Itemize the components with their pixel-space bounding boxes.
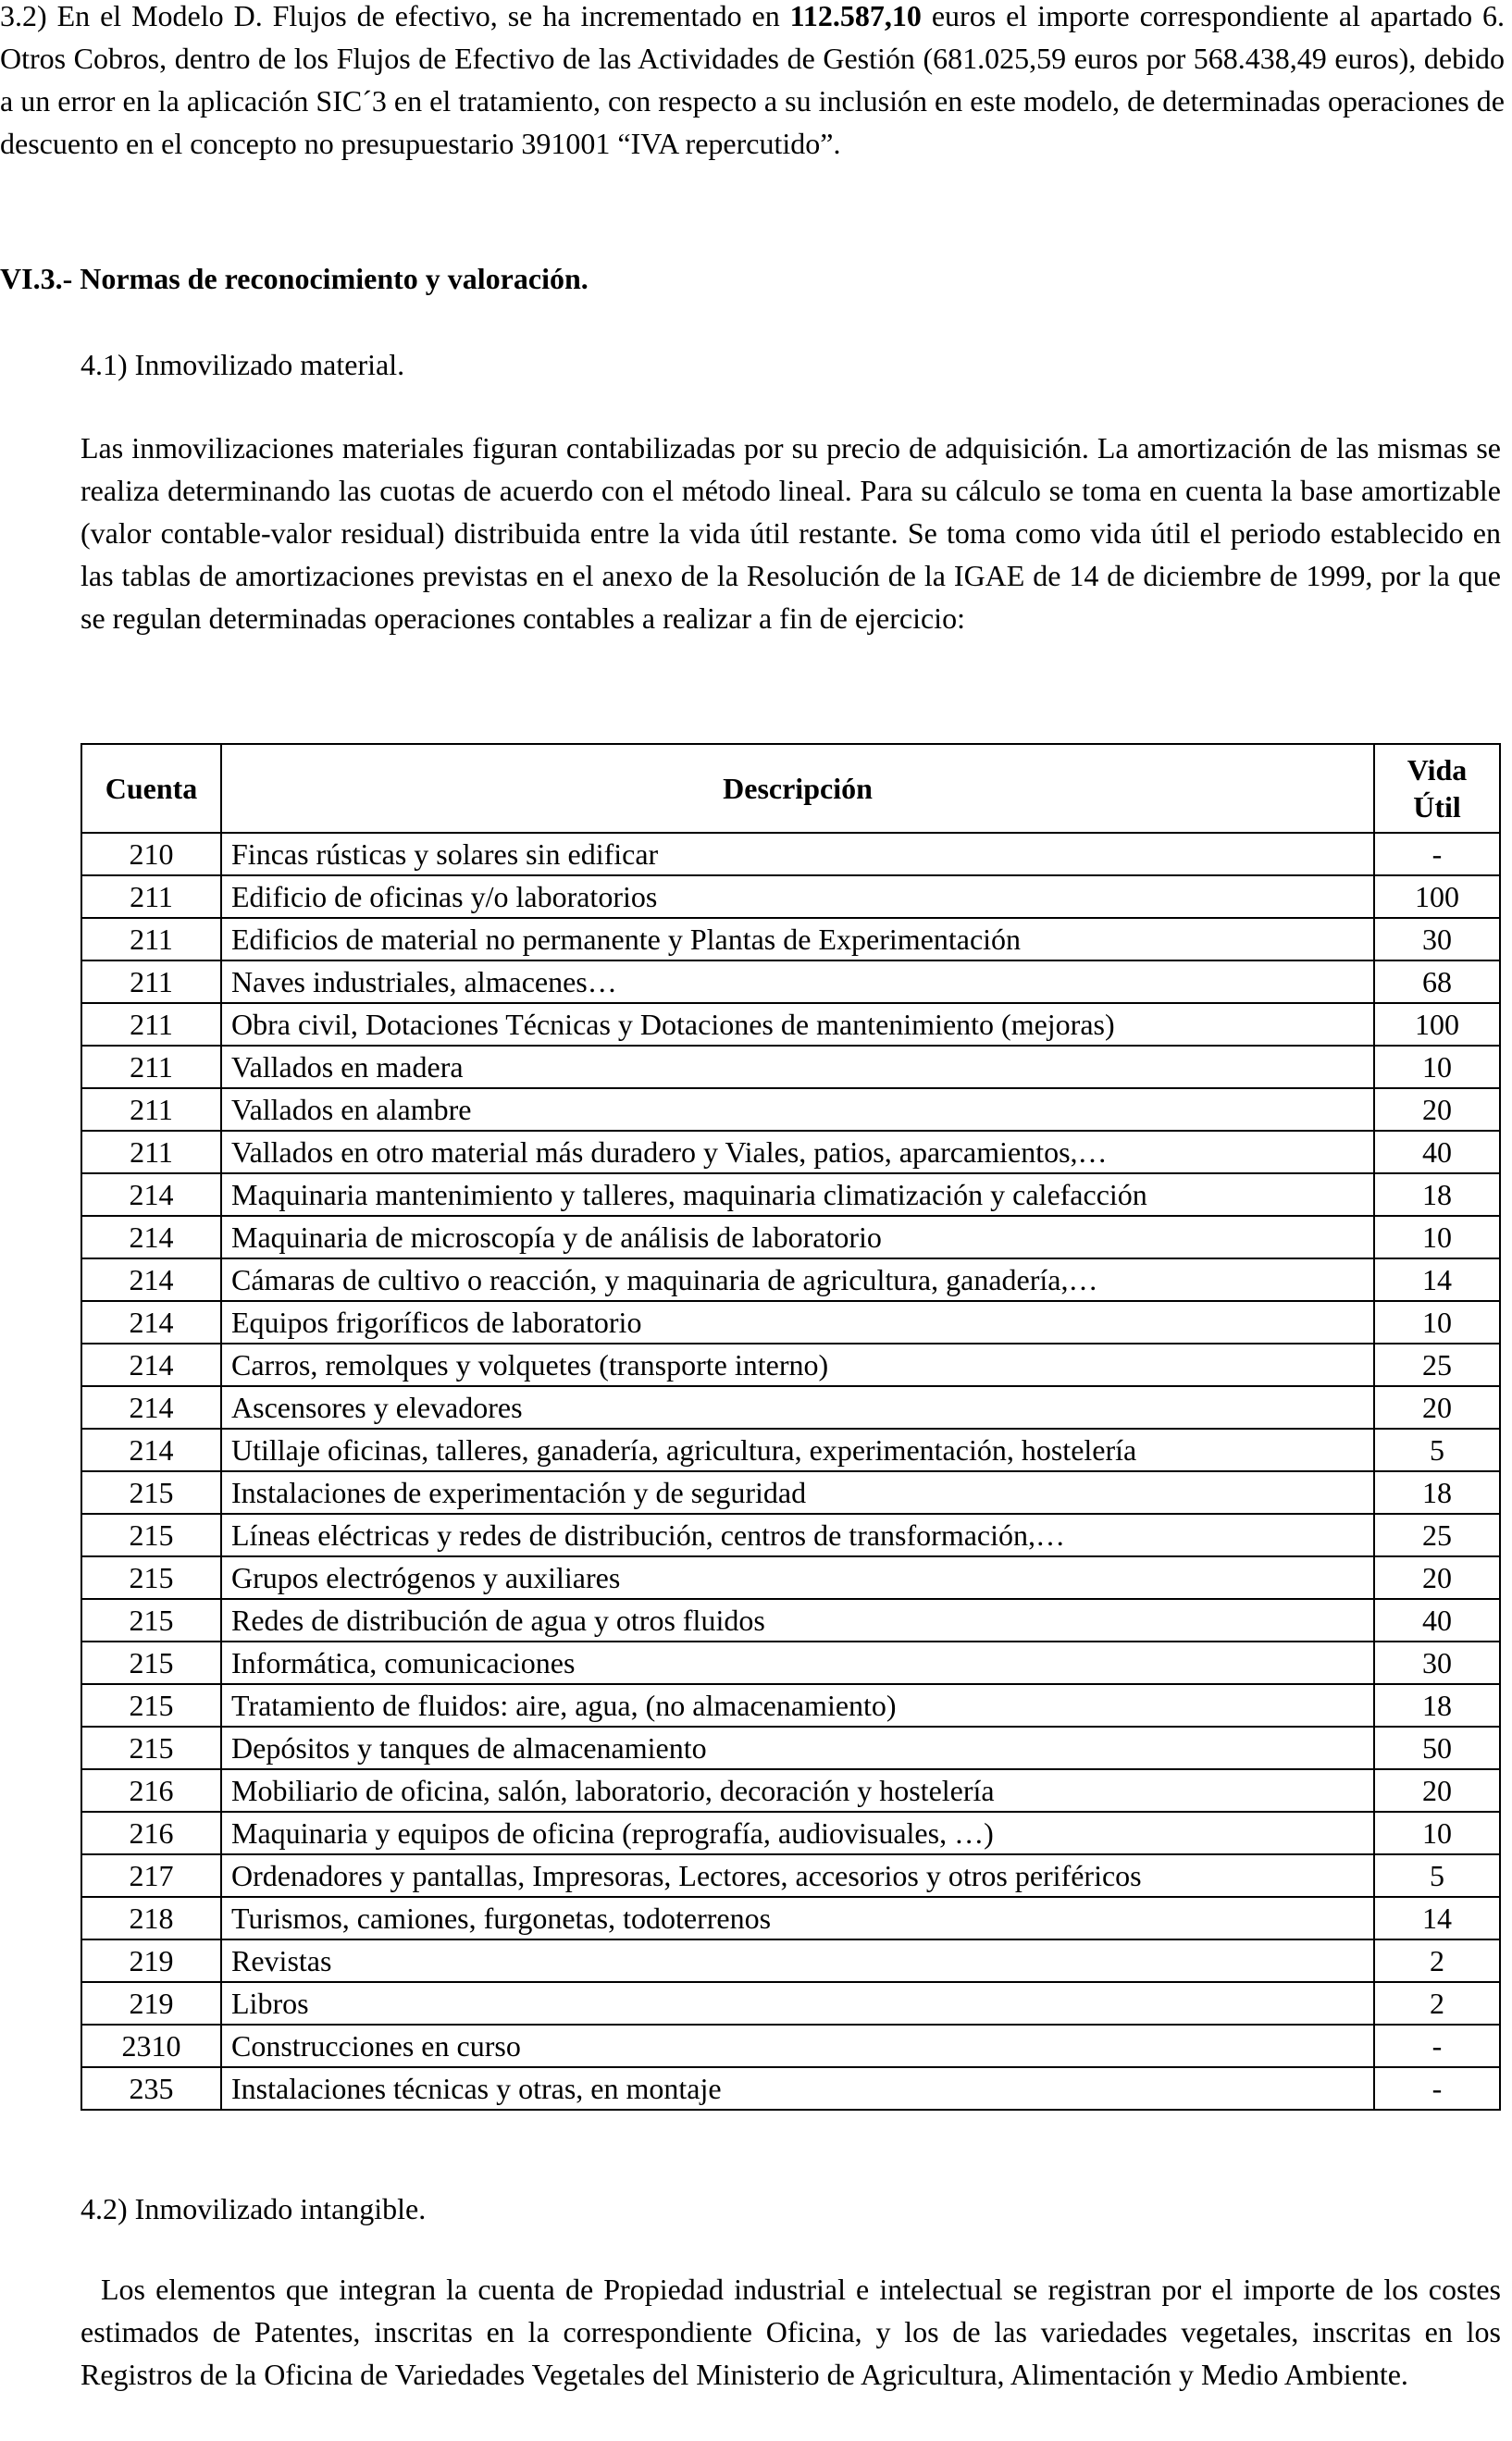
table-row [81,2067,1500,2110]
row-description: Redes de distribución de agua y otros fluidos [221,1599,1374,1642]
row-useful-life: 25 [1374,1344,1500,1386]
intangible-paragraph: Los elementos que integran la cuenta de Propiedad industrial e intelectual se registran por el importe de los costes estimados de Patentes, inscritas en la correspondiente Oficina, y los de las variedades vegetales, inscritas en los Registros de la Oficina de Variedades Vegetales del Ministerio de Agricultura, Alimentación y Medio Ambiente. [81,2273,1501,2391]
row-account: 214 [81,1173,221,1216]
row-account: 215 [81,1684,221,1727]
table-row [81,1386,1500,1429]
row-account: 215 [81,1514,221,1556]
header-description: Descripción [221,744,1374,833]
row-description: Instalaciones de experimentación y de seguridad [221,1471,1374,1514]
row-account: 214 [81,1344,221,1386]
row-useful-life: 20 [1374,1386,1500,1429]
table-row [81,1471,1500,1514]
section-title: VI.3.- Normas de reconocimiento y valoración. [0,262,589,295]
row-account: 211 [81,1131,221,1173]
row-useful-life: 30 [1374,1642,1500,1684]
header-useful-life [1374,744,1500,833]
row-account: 211 [81,1046,221,1088]
row-useful-life: 18 [1374,1173,1500,1216]
table-row [81,833,1500,875]
row-account: 214 [81,1258,221,1301]
row-description: Maquinaria y equipos de oficina (reprografía, audiovisuales, …) [221,1812,1374,1854]
table-row [81,1258,1500,1301]
row-description: Turismos, camiones, furgonetas, todoterrenos [221,1897,1374,1939]
table-row [81,1982,1500,2025]
row-useful-life: 10 [1374,1216,1500,1258]
row-account: 211 [81,1003,221,1046]
row-useful-life: 10 [1374,1046,1500,1088]
table-row [81,1216,1500,1258]
row-useful-life: 25 [1374,1514,1500,1556]
table-row [81,1131,1500,1173]
row-useful-life: 40 [1374,1131,1500,1173]
intro-paragraph [0,0,1505,165]
row-useful-life: - [1374,2067,1500,2110]
row-account: 211 [81,875,221,918]
row-useful-life: 5 [1374,1854,1500,1897]
row-useful-life: 20 [1374,1769,1500,1812]
row-account: 211 [81,960,221,1003]
table-row [81,1003,1500,1046]
row-description: Tratamiento de fluidos: aire, agua, (no almacenamiento) [221,1684,1374,1727]
table-row [81,1556,1500,1599]
header-life-line1: Vida [1407,753,1468,787]
row-account: 214 [81,1216,221,1258]
row-description: Mobiliario de oficina, salón, laboratorio, decoración y hostelería [221,1769,1374,1812]
row-description: Carros, remolques y volquetes (transporte interno) [221,1344,1374,1386]
row-description: Ascensores y elevadores [221,1386,1374,1429]
table-header-row [81,744,1500,833]
material-paragraph: Las inmovilizaciones materiales figuran contabilizadas por su precio de adquisición. La amortización de las mismas se realiza determinando las cuotas de acuerdo con el método lineal. Para su cálculo se toma en cuenta la base amortizable (valor contable-valor residual) distribuida entre la vida útil restante. Se toma como vida útil el periodo establecido en las tablas de amortizaciones previstas en el anexo de la Resolución de la IGAE de 14 de diciembre de 1999, por la que se regulan determinadas operaciones contables a realizar a fin de ejercicio: [81,431,1501,635]
row-account: 215 [81,1642,221,1684]
row-account: 211 [81,918,221,960]
row-useful-life: 30 [1374,918,1500,960]
row-description: Vallados en alambre [221,1088,1374,1131]
table-row [81,1301,1500,1344]
row-useful-life: 20 [1374,1556,1500,1599]
row-description: Depósitos y tanques de almacenamiento [221,1727,1374,1769]
table-row [81,1514,1500,1556]
table-row [81,1769,1500,1812]
row-description: Naves industriales, almacenes… [221,960,1374,1003]
table-row [81,918,1500,960]
row-account: 218 [81,1897,221,1939]
row-useful-life: - [1374,2025,1500,2067]
row-useful-life: 18 [1374,1471,1500,1514]
row-useful-life: 40 [1374,1599,1500,1642]
row-description: Vallados en otro material más duradero y Viales, patios, aparcamientos,… [221,1131,1374,1173]
intro-text-b: euros el importe correspondiente al apartado 6. Otros Cobros, dentro de los Flujos de Efectivo de las Actividades de Gestión (681.025,59 euros por 568.438,49 euros), debido a un error en la aplicación SIC´3 en el tratamiento, con respecto a su inclusión en este modelo, de determinadas operaciones de descuento en el concepto no presupuestario 391001 “IVA repercutido”. [0,0,1506,160]
row-useful-life: 5 [1374,1429,1500,1471]
row-account: 214 [81,1386,221,1429]
row-account: 214 [81,1301,221,1344]
row-useful-life: 2 [1374,1982,1500,2025]
row-description: Edificios de material no permanente y Plantas de Experimentación [221,918,1374,960]
row-account: 216 [81,1812,221,1854]
header-life-line2: Útil [1413,790,1461,824]
row-useful-life: 100 [1374,1003,1500,1046]
row-description: Ordenadores y pantallas, Impresoras, Lectores, accesorios y otros periféricos [221,1854,1374,1897]
row-description: Instalaciones técnicas y otras, en montaje [221,2067,1374,2110]
row-useful-life: 2 [1374,1939,1500,1982]
row-account: 215 [81,1556,221,1599]
row-description: Construcciones en curso [221,2025,1374,2067]
row-useful-life: 20 [1374,1088,1500,1131]
table-row [81,1429,1500,1471]
row-description: Vallados en madera [221,1046,1374,1088]
table-row [81,960,1500,1003]
row-useful-life: 68 [1374,960,1500,1003]
row-account: 211 [81,1088,221,1131]
row-account: 219 [81,1982,221,2025]
table-row [81,1897,1500,1939]
table-row [81,1046,1500,1088]
table-row [81,1642,1500,1684]
table-row [81,1727,1500,1769]
row-account: 217 [81,1854,221,1897]
row-description: Equipos frigoríficos de laboratorio [221,1301,1374,1344]
table-body [81,833,1500,2110]
row-description: Líneas eléctricas y redes de distribución, centros de transformación,… [221,1514,1374,1556]
depreciation-table [81,743,1501,2111]
intro-text-a: 3.2) En el Modelo D. Flujos de efectivo, se ha incrementado en [0,0,790,32]
header-account: Cuenta [81,744,221,833]
row-description: Grupos electrógenos y auxiliares [221,1556,1374,1599]
row-useful-life: 100 [1374,875,1500,918]
row-description: Cámaras de cultivo o reacción, y maquinaria de agricultura, ganadería,… [221,1258,1374,1301]
row-description: Utillaje oficinas, talleres, ganadería, agricultura, experimentación, hostelería [221,1429,1374,1471]
row-description: Maquinaria mantenimiento y talleres, maquinaria climatización y calefacción [221,1173,1374,1216]
row-description: Fincas rústicas y solares sin edificar [221,833,1374,875]
row-description: Edificio de oficinas y/o laboratorios [221,875,1374,918]
row-useful-life: 10 [1374,1301,1500,1344]
table-row [81,1939,1500,1982]
row-account: 235 [81,2067,221,2110]
row-description: Libros [221,1982,1374,2025]
row-description: Revistas [221,1939,1374,1982]
table-row [81,1088,1500,1131]
table-row [81,1854,1500,1897]
row-useful-life: 50 [1374,1727,1500,1769]
row-useful-life: - [1374,833,1500,875]
row-useful-life: 14 [1374,1258,1500,1301]
row-account: 214 [81,1429,221,1471]
table-row [81,1173,1500,1216]
row-account: 215 [81,1599,221,1642]
subsection-title-intangible: 4.2) Inmovilizado intangible. [81,2192,427,2225]
row-description: Obra civil, Dotaciones Técnicas y Dotaciones de mantenimiento (mejoras) [221,1003,1374,1046]
row-useful-life: 10 [1374,1812,1500,1854]
subsection-title-material: 4.1) Inmovilizado material. [81,348,405,381]
row-account: 219 [81,1939,221,1982]
row-account: 215 [81,1471,221,1514]
row-account: 210 [81,833,221,875]
row-description: Informática, comunicaciones [221,1642,1374,1684]
row-useful-life: 14 [1374,1897,1500,1939]
intro-amount: 112.587,10 [789,0,922,32]
table-row [81,2025,1500,2067]
table-row [81,1684,1500,1727]
table-row [81,875,1500,918]
table-row [81,1812,1500,1854]
row-useful-life: 18 [1374,1684,1500,1727]
table-row [81,1599,1500,1642]
row-description: Maquinaria de microscopía y de análisis de laboratorio [221,1216,1374,1258]
row-account: 2310 [81,2025,221,2067]
row-account: 216 [81,1769,221,1812]
row-account: 215 [81,1727,221,1769]
table-row [81,1344,1500,1386]
